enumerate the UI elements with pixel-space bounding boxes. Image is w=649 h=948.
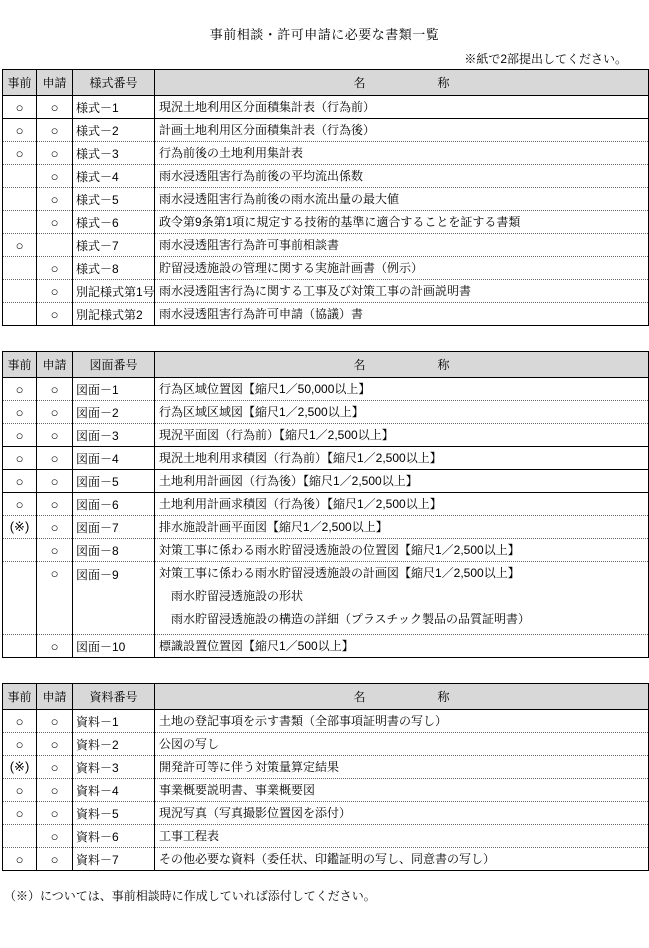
table-row — [3, 401, 649, 424]
doc-name-cell — [155, 493, 649, 516]
doc-name-cell — [155, 733, 649, 756]
app-check-cell: ○ — [37, 539, 73, 562]
app-check-cell: ○ — [37, 825, 73, 848]
doc-name-cell — [155, 539, 649, 562]
doc-name-cell — [155, 165, 649, 188]
materials-table — [2, 683, 649, 871]
doc-name: 対策工事に係わる雨水貯留浸透施設の位置図【縮尺1／2,500以上】 — [159, 542, 520, 557]
doc-name: 土地利用計画求積図（行為後）【縮尺1／2,500以上】 — [159, 496, 442, 511]
number-cell: 様式－4 — [73, 165, 155, 188]
submission-note: ※紙で2部提出してください。 — [464, 52, 627, 66]
number-cell: 図面－3 — [73, 424, 155, 447]
doc-name: 行為区域位置図【縮尺1／50,000以上】 — [159, 381, 371, 396]
table-row — [3, 539, 649, 562]
pre-check-cell: (※) — [3, 756, 37, 779]
table-row — [3, 516, 649, 539]
doc-name-cell — [155, 234, 649, 257]
forms-table — [2, 69, 649, 326]
number-cell: 資料－5 — [73, 802, 155, 825]
doc-name: 工事工程表 — [159, 828, 220, 843]
number-cell: 様式－6 — [73, 211, 155, 234]
table-row — [3, 756, 649, 779]
app-check-cell: ○ — [37, 493, 73, 516]
table-row — [3, 848, 649, 871]
app-check-cell: ○ — [37, 257, 73, 280]
footnote: （※）については、事前相談時に作成していれば添付してください。 — [4, 889, 376, 903]
number-cell: 資料－2 — [73, 733, 155, 756]
doc-name-cell — [155, 378, 649, 401]
app-check-cell: ○ — [37, 378, 73, 401]
table-row — [3, 447, 649, 470]
number-cell: 図面－4 — [73, 447, 155, 470]
table-row — [3, 733, 649, 756]
number-cell: 図面－1 — [73, 378, 155, 401]
number-cell: 様式－8 — [73, 257, 155, 280]
pre-check-cell: ○ — [3, 424, 37, 447]
app-check-cell: ○ — [37, 516, 73, 539]
header-number: 図面番号 — [73, 352, 155, 378]
table-row — [3, 493, 649, 516]
app-check-cell: ○ — [37, 733, 73, 756]
header-row — [3, 684, 649, 710]
table-row — [3, 470, 649, 493]
doc-name: 公図の写し — [159, 736, 220, 751]
table-row — [3, 825, 649, 848]
doc-name: 雨水浸透阻害行為前後の平均流出係数 — [159, 168, 364, 183]
app-check-cell: ○ — [37, 211, 73, 234]
number-cell: 様式－1 — [73, 96, 155, 119]
doc-name: 行為区域区域図【縮尺1／2,500以上】 — [159, 404, 364, 419]
pre-check-cell: ○ — [3, 470, 37, 493]
pre-check-cell — [3, 165, 37, 188]
doc-name: 雨水浸透阻害行為前後の雨水流出量の最大値 — [159, 191, 400, 206]
table-row — [3, 424, 649, 447]
number-cell: 様式－5 — [73, 188, 155, 211]
doc-name-cell — [155, 211, 649, 234]
doc-name-cell — [155, 802, 649, 825]
number-cell: 資料－6 — [73, 825, 155, 848]
app-check-cell: ○ — [37, 280, 73, 303]
table-row — [3, 257, 649, 280]
doc-name: 排水施設計画平面図【縮尺1／2,500以上】 — [159, 519, 388, 534]
doc-name: 雨水浸透阻害行為許可申請（協議）書 — [159, 306, 364, 321]
doc-name: 開発許可等に伴う対策量算定結果 — [159, 759, 340, 774]
table-row — [3, 779, 649, 802]
page-title: 事前相談・許可申請に必要な書類一覧 — [209, 27, 440, 42]
pre-check-cell — [3, 257, 37, 280]
doc-name: 現況土地利用区分面積集計表（行為前） — [159, 99, 376, 114]
app-check-cell: ○ — [37, 802, 73, 825]
pre-check-cell — [3, 635, 37, 658]
doc-name-cell — [155, 188, 649, 211]
pre-check-cell: ○ — [3, 401, 37, 424]
table-row — [3, 96, 649, 119]
header-pre: 事前 — [3, 352, 37, 378]
app-check-cell: ○ — [37, 303, 73, 326]
table-row — [3, 802, 649, 825]
pre-check-cell: ○ — [3, 779, 37, 802]
doc-name-cell — [155, 516, 649, 539]
app-check-cell: ○ — [37, 470, 73, 493]
doc-name-cell — [155, 710, 649, 733]
app-check-cell: ○ — [37, 188, 73, 211]
doc-name: 政令第9条第1項に規定する技術的基準に適合することを証する書類 — [159, 214, 521, 229]
header-app: 申請 — [37, 70, 73, 96]
header-number: 様式番号 — [73, 70, 155, 96]
pre-check-cell: ○ — [3, 493, 37, 516]
number-cell: 図面－2 — [73, 401, 155, 424]
number-cell: 図面－8 — [73, 539, 155, 562]
doc-name-cell — [155, 119, 649, 142]
doc-name: 土地利用計画図（行為後）【縮尺1／2,500以上】 — [159, 473, 418, 488]
app-check-cell: ○ — [37, 562, 73, 635]
table-row — [3, 142, 649, 165]
table-row — [3, 635, 649, 658]
number-cell: 図面－9 — [73, 562, 155, 635]
doc-name-cell — [155, 447, 649, 470]
number-cell: 資料－1 — [73, 710, 155, 733]
table-row — [3, 211, 649, 234]
doc-name-cell — [155, 825, 649, 848]
pre-check-cell: ○ — [3, 447, 37, 470]
number-cell: 様式－7 — [73, 234, 155, 257]
doc-name-cell — [155, 257, 649, 280]
pre-check-cell: ○ — [3, 802, 37, 825]
app-check-cell: ○ — [37, 96, 73, 119]
doc-name: 計画土地利用区分面積集計表（行為後） — [159, 122, 376, 137]
number-cell: 様式－2 — [73, 119, 155, 142]
table-row — [3, 188, 649, 211]
pre-check-cell — [3, 562, 37, 635]
drawings-table — [2, 351, 649, 658]
doc-name: 雨水浸透阻害行為に関する工事及び対策工事の計画説明書 — [159, 283, 472, 298]
pre-check-cell: ○ — [3, 710, 37, 733]
pre-check-cell: ○ — [3, 848, 37, 871]
table-row — [3, 303, 649, 326]
pre-check-cell — [3, 303, 37, 326]
doc-name: 雨水浸透阻害行為許可事前相談書 — [159, 237, 340, 252]
doc-name-cell — [155, 470, 649, 493]
doc-name-cell — [155, 635, 649, 658]
table-row — [3, 710, 649, 733]
app-check-cell — [37, 234, 73, 257]
doc-subitem: 雨水貯留浸透施設の形状 — [171, 589, 304, 603]
number-cell: 図面－7 — [73, 516, 155, 539]
table-row — [3, 280, 649, 303]
header-pre: 事前 — [3, 70, 37, 96]
app-check-cell: ○ — [37, 119, 73, 142]
table-row — [3, 562, 649, 635]
app-check-cell: ○ — [37, 401, 73, 424]
number-cell: 様式－3 — [73, 142, 155, 165]
doc-name-cell — [155, 848, 649, 871]
doc-name: 現況土地利用求積図（行為前）【縮尺1／2,500以上】 — [159, 450, 442, 465]
doc-name: 貯留浸透施設の管理に関する実施計画書（例示） — [159, 260, 424, 275]
table-row — [3, 378, 649, 401]
header-app: 申請 — [37, 684, 73, 710]
doc-name: 対策工事に係わる雨水貯留浸透施設の計画図【縮尺1／2,500以上】 — [159, 566, 520, 580]
doc-name: 土地の登記事項を示す書類（全部事項証明書の写し） — [159, 713, 448, 728]
doc-name: 標識設置位置図【縮尺1／500以上】 — [159, 638, 354, 653]
doc-name: 行為前後の土地利用集計表 — [159, 145, 304, 160]
app-check-cell: ○ — [37, 447, 73, 470]
doc-name-cell — [155, 280, 649, 303]
number-cell: 図面－5 — [73, 470, 155, 493]
doc-subitem: 雨水貯留浸透施設の構造の詳細（プラスチック製品の品質証明書） — [171, 612, 531, 626]
doc-name: その他必要な資料（委任状、印鑑証明の写し、同意書の写し） — [159, 851, 496, 866]
header-app: 申請 — [37, 352, 73, 378]
table-row — [3, 234, 649, 257]
doc-name-cell — [155, 142, 649, 165]
number-cell: 別記様式第1号 — [73, 280, 155, 303]
pre-check-cell — [3, 539, 37, 562]
pre-check-cell: ○ — [3, 96, 37, 119]
header-row — [3, 70, 649, 96]
pre-check-cell: (※) — [3, 516, 37, 539]
doc-name-cell — [155, 424, 649, 447]
doc-name-cell — [155, 96, 649, 119]
table-row — [3, 119, 649, 142]
app-check-cell: ○ — [37, 142, 73, 165]
pre-check-cell — [3, 825, 37, 848]
header-name: 名 称 — [155, 684, 649, 710]
doc-name-cell — [155, 303, 649, 326]
doc-name-cell — [155, 779, 649, 802]
doc-name: 現況平面図（行為前）【縮尺1／2,500以上】 — [159, 427, 394, 442]
doc-name-cell — [155, 562, 649, 635]
doc-name: 事業概要説明書、事業概要図 — [159, 782, 316, 797]
app-check-cell: ○ — [37, 756, 73, 779]
pre-check-cell: ○ — [3, 378, 37, 401]
app-check-cell: ○ — [37, 165, 73, 188]
number-cell: 資料－3 — [73, 756, 155, 779]
app-check-cell: ○ — [37, 710, 73, 733]
pre-check-cell: ○ — [3, 142, 37, 165]
pre-check-cell — [3, 280, 37, 303]
app-check-cell: ○ — [37, 848, 73, 871]
doc-name: 現況写真（写真撮影位置図を添付） — [159, 805, 352, 820]
app-check-cell: ○ — [37, 779, 73, 802]
pre-check-cell: ○ — [3, 119, 37, 142]
header-name: 名 称 — [155, 352, 649, 378]
number-cell: 図面－6 — [73, 493, 155, 516]
number-cell: 図面－10 — [73, 635, 155, 658]
pre-check-cell — [3, 211, 37, 234]
app-check-cell: ○ — [37, 424, 73, 447]
header-number: 資料番号 — [73, 684, 155, 710]
doc-name-cell — [155, 756, 649, 779]
pre-check-cell — [3, 188, 37, 211]
app-check-cell: ○ — [37, 635, 73, 658]
doc-name-cell — [155, 401, 649, 424]
number-cell: 資料－7 — [73, 848, 155, 871]
header-pre: 事前 — [3, 684, 37, 710]
header-name: 名 称 — [155, 70, 649, 96]
number-cell: 資料－4 — [73, 779, 155, 802]
table-row — [3, 165, 649, 188]
pre-check-cell: ○ — [3, 234, 37, 257]
pre-check-cell: ○ — [3, 733, 37, 756]
number-cell: 別記様式第2 — [73, 303, 155, 326]
header-row — [3, 352, 649, 378]
